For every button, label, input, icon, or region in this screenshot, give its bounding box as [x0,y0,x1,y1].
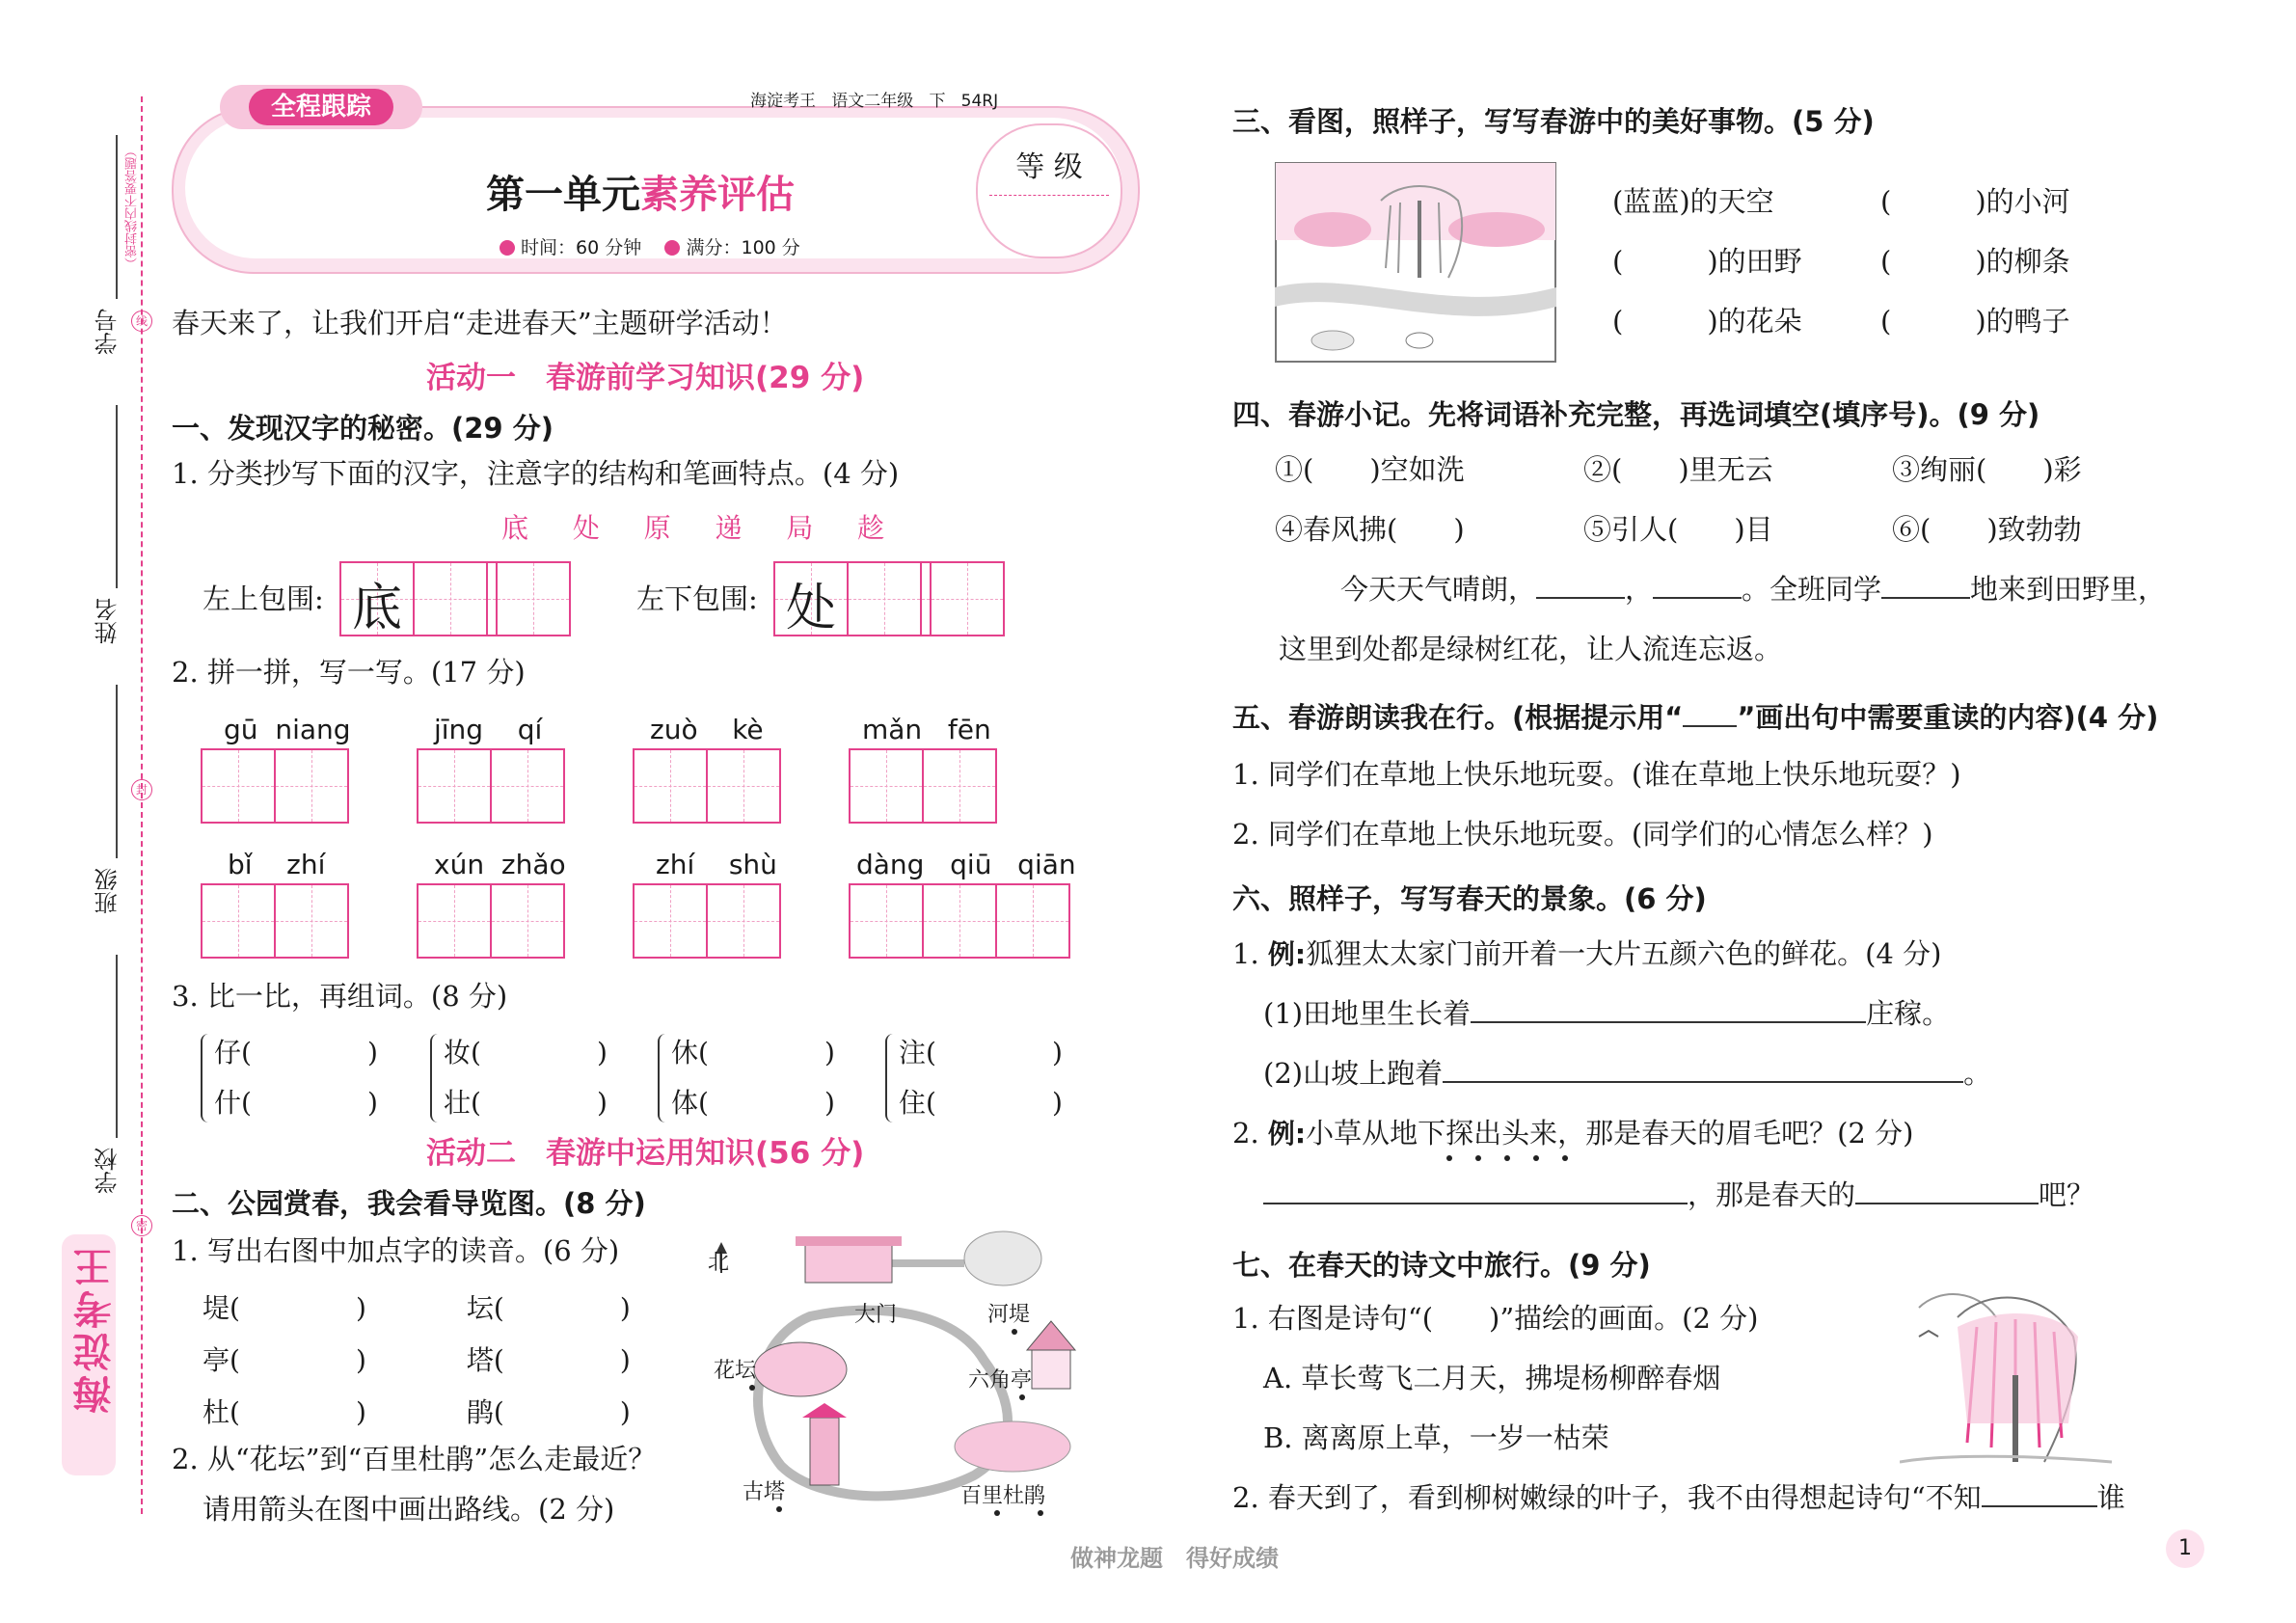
emphasis-dot [776,1506,782,1512]
pagoda-icon [810,1418,839,1485]
sentence-end: 庄稼。 [1866,997,1951,1030]
sidebar-xingming-label: 姓名 [95,598,122,644]
char-item: 趁 [857,512,885,544]
emphasis-dot [1012,1329,1017,1335]
paren: ) [824,1037,835,1068]
emphasis-dot [1533,1155,1539,1161]
paren: ) [619,1292,631,1324]
paren: ) [1051,1037,1063,1068]
footer-slogan: 做神龙题 得好成绩 [1070,1544,1279,1572]
pinyin-label [434,849,566,880]
sidebar-xuehao-label: 学号 [95,309,122,355]
reading-item: 鹃( [466,1396,504,1428]
reading-item: 亭( [203,1344,240,1376]
compare-brace [885,1034,897,1123]
paren: ) [596,1037,608,1068]
pinyin-syllable: fēn [947,714,991,745]
header-badge: 全程跟踪 [249,89,393,125]
sidebar-seal-mi [131,1215,152,1236]
answer-cell[interactable] [274,748,349,824]
sidebar-banji-label: 班级 [95,868,122,914]
exam-info [500,233,800,259]
section-five-title-text: ”画出句中需要重读的内容)(4 分) [1737,701,2159,734]
pinyin-syllable: jīng [434,714,484,745]
pinyin-syllable: zuò [650,714,698,745]
pinyin-syllable: mǎn [862,714,923,745]
char-list [501,507,884,546]
section-one-title: 一、发现汉字的秘密。(29 分) [172,412,554,445]
q6-2-text [1232,1117,1913,1150]
reading-item: 坛( [466,1292,504,1324]
section-two-title: 二、公园赏春，我会看导览图。(8 分) [172,1187,646,1220]
emphasis-dot [1446,1155,1452,1161]
q1-1-text: 1. 分类抄写下面的汉字，注意字的结构和笔画特点。(4 分) [172,457,900,490]
pinyin-label [650,714,764,745]
section-three-title-text: 三、看图，照样子，写写春游中的美好事物。(5 分) [1232,105,1875,138]
q6-1-text [1232,937,1941,971]
emphasis-dot [1562,1155,1568,1161]
describe-item[interactable]: ( )的小河 [1880,185,2070,218]
intro-text: 春天来了，让我们开启“走进春天”主题研学活动！ [172,307,788,339]
paren: ) [366,1037,378,1068]
fill-blank[interactable] [1536,574,1625,599]
grade-label: 等 级 [1015,150,1083,184]
pinyin-syllable: zhǎo [500,849,566,880]
fill-blank[interactable] [1263,1179,1688,1204]
q-number: 1. [1232,937,1268,970]
paren: ) [619,1396,631,1428]
writing-cell [773,561,849,636]
example-label: 例: [1267,1118,1307,1150]
section-four-title: 四、春游小记。先将词语补充完整，再选词填空(填序号)。(9 分) [1232,398,2040,431]
compare-brace [201,1034,212,1123]
q6-2-answer [1263,1178,2094,1212]
question-text: 2. 春天到了，看到柳树嫩绿的叶子，我不由得想起诗句“不知 [1232,1481,1982,1514]
series-name: 海淀考王 [750,92,816,111]
map-path [758,1311,1008,1497]
grade-divider [989,195,1109,196]
describe-item: (蓝蓝)的天空 [1612,185,1774,218]
pinyin-syllable: gū [224,714,258,745]
reading-item: 杜( [203,1396,240,1428]
compare-char: 什( [214,1087,252,1119]
activity-two-heading: 活动二 春游中运用知识(56 分) [426,1136,865,1171]
pinyin-syllable: kè [732,714,764,745]
option-b[interactable]: B. 离离原上草，一岁一枯荣 [1263,1421,1609,1454]
map-label-pavilion: 六角亭 [968,1368,1033,1393]
paren: ) [1051,1087,1063,1119]
category-label-a: 左上包围: [203,582,324,615]
paren: ) [596,1087,608,1119]
answer-cell[interactable] [706,748,781,824]
emphasis-dot [994,1510,1000,1516]
fill-paragraph-line1 [1340,573,2166,607]
full-score: 满分：100 分 [686,237,800,258]
clock-icon [500,240,515,256]
question-text: 谁 [2096,1481,2125,1514]
paren: ) [355,1344,366,1376]
seal-text: 封 [135,783,148,797]
example-label: 例: [1267,938,1307,970]
xuehao-field[interactable] [116,135,118,299]
sentence-end: 。 [1963,1057,1992,1090]
idiom-item[interactable]: ①( )空如洗 [1275,453,1465,486]
seal-text: 线 [135,314,148,328]
emphasis-dot [1504,1155,1510,1161]
compare-char: 仔( [214,1037,252,1068]
spring-scene-image [1275,162,1556,363]
paren: ) [355,1292,366,1324]
char-item: 递 [715,512,743,544]
writing-cell[interactable] [930,561,1005,636]
compare-char: 注( [899,1037,936,1068]
q5-2-text[interactable]: 2. 同学们在草地上快乐地玩耍。(同学们的心情怎么样？) [1232,818,1933,851]
sidebar-xuexiao-label: 学校 [95,1148,122,1194]
gate-icon [805,1244,892,1283]
banji-field[interactable] [116,685,118,858]
activity-one-heading: 活动一 春游前学习知识(29 分) [426,361,865,395]
writing-cell[interactable] [413,561,488,636]
gate-roof [796,1236,902,1246]
q2-2-text: 2. 从“花坛”到“百里杜鹃”怎么走最近？ [172,1443,657,1475]
grade-box[interactable] [976,123,1122,258]
writing-cell[interactable] [847,561,922,636]
idiom-item[interactable]: ③绚丽( )彩 [1892,453,2082,486]
writing-cell[interactable] [496,561,571,636]
pinyin-syllable: qiān [1017,849,1076,880]
sentence-mid: ，那是春天的 [1688,1178,1856,1211]
answer-cell[interactable] [201,748,276,824]
compare-group [430,1028,608,1128]
flowerbed-icon [754,1342,847,1396]
compare-char: 壮( [444,1087,481,1119]
emphasis-dot [749,1385,755,1391]
pinyin-syllable: dàng [856,849,925,880]
answer-cell[interactable] [849,883,924,959]
fill-paragraph-line2: 这里到处都是绿树红花，让人流连忘返。 [1279,633,1783,665]
idiom-item[interactable]: ⑤引人( )目 [1583,513,1773,546]
reading-item: 塔( [466,1344,504,1376]
compare-brace [658,1034,669,1123]
emphasis-dot [1038,1510,1043,1516]
willow-poem-image [1900,1279,2112,1470]
pavilion-body [1032,1350,1070,1389]
pagoda-roof [802,1403,847,1418]
page-title-plain: 第一单元 [486,173,640,217]
option-a[interactable]: A. 草长莺飞二月天，拂堤杨柳醉春烟 [1263,1362,1721,1394]
page-number: 1 [2166,1529,2204,1568]
example-text: 小草从地下探出头来，那是春天的眉毛吧？(2 分) [1306,1117,1914,1150]
q-number: 2. [1232,1117,1268,1150]
answer-cell[interactable] [490,883,565,959]
paren: ) [824,1087,835,1119]
sample-char: 底 [351,580,402,637]
xingming-field[interactable] [116,405,118,588]
map-label-pagoda: 古塔 [743,1480,786,1504]
pinyin-syllable: shù [728,849,777,880]
fill-blank[interactable] [1881,574,1970,599]
describe-item[interactable]: ( )的鸭子 [1880,305,2070,338]
emphasis-dot [1475,1155,1481,1161]
section-five-title-text: 五、春游朗读我在行。(根据提示用“ [1232,701,1684,734]
emphasis-dot [1019,1394,1025,1400]
q1-2-text: 2. 拼一拼，写一写。(17 分) [172,656,526,689]
answer-cell[interactable] [922,883,997,959]
q1-3-text: 3. 比一比，再组词。(8 分) [172,980,508,1013]
sample-char: 处 [785,580,836,637]
q6-1b-text [1263,1057,1991,1091]
compare-group [658,1028,835,1128]
pinyin-label [856,849,1076,880]
paragraph-text: 今天天气晴朗， [1340,573,1537,606]
page-title-accent: 素养评估 [640,173,795,217]
answer-cell[interactable] [417,748,492,824]
section-five-title [1232,696,2158,736]
sentence-start: (2)山坡上跑着 [1263,1057,1444,1090]
pinyin-label [656,849,777,880]
pinyin-label [228,849,325,880]
describe-item[interactable]: ( )的柳条 [1880,245,2070,278]
map-label-flowerbed: 花坛 [714,1359,757,1383]
paragraph-text: ， [1625,573,1654,606]
map-label-azalea: 百里杜鹃 [960,1484,1046,1508]
sidebar-seal-xian [131,311,152,332]
pinyin-syllable: zhí [286,849,326,880]
section-six-title: 六、照样子，写写春天的景象。(6 分) [1232,882,1707,915]
answer-cell[interactable] [417,883,492,959]
compare-brace [430,1034,442,1123]
paren: ) [619,1344,631,1376]
paren: ) [355,1396,366,1428]
pinyin-syllable: bǐ [228,849,253,880]
compare-group [201,1028,378,1128]
section-three-title [1232,100,1875,140]
seal-text: 密 [135,1219,148,1232]
fill-blank[interactable] [1471,998,1866,1023]
pinyin-syllable: qí [517,714,543,745]
idiom-item[interactable]: ④春风拂( ) [1275,513,1465,546]
answer-cell[interactable] [490,748,565,824]
compare-group [885,1028,1063,1128]
compare-char: 住( [899,1087,936,1119]
q5-1-text[interactable]: 1. 同学们在草地上快乐地玩耍。(谁在草地上快乐地玩耍？) [1232,758,1961,791]
fill-blank[interactable] [1855,1179,2039,1204]
compare-char: 体( [671,1087,709,1119]
answer-cell[interactable] [849,748,924,824]
describe-item[interactable]: ( )的田野 [1612,245,1802,278]
sentence-end: 吧？ [2039,1178,2095,1211]
pinyin-label [862,714,991,745]
azalea-icon [955,1421,1070,1472]
idiom-item[interactable]: ⑥( )致勃勃 [1892,513,2082,546]
section-seven-title: 七、在春天的诗文中旅行。(9 分) [1232,1249,1651,1282]
char-item: 局 [786,512,814,544]
answer-cell[interactable] [633,748,708,824]
pinyin-label [224,714,351,745]
paragraph-text: 。全班同学 [1742,573,1882,606]
char-item: 原 [643,512,671,544]
brand-text: 海淀考王 [73,1244,118,1414]
q2-1-text: 1. 写出右图中加点字的读音。(6 分) [172,1234,620,1267]
pinyin-syllable: niang [275,714,351,745]
term-name: 下 [929,92,946,111]
map-label-north: 北 [708,1251,730,1275]
willow-icon [964,1231,1041,1285]
header-meta [750,87,998,111]
answer-cell[interactable] [633,883,708,959]
paren: ) [366,1087,378,1119]
pinyin-syllable: zhí [656,849,695,880]
subject-name: 语文二年级 [831,92,914,111]
paragraph-text: 地来到田野里， [1970,573,2167,606]
q6-1a-text [1263,997,1950,1031]
idiom-item[interactable]: ②( )里无云 [1583,453,1773,486]
check-icon [664,240,680,256]
pinyin-syllable: qiū [950,849,992,880]
compare-char: 休( [671,1037,709,1068]
pinyin-syllable: xún [434,849,485,880]
sentence-start: (1)田地里生长着 [1263,997,1472,1030]
answer-cell[interactable] [706,883,781,959]
pavilion-icon [1027,1321,1075,1350]
writing-cell [339,561,415,636]
edition-code: 54RJ [960,92,999,111]
answer-cell[interactable] [201,883,276,959]
sidebar-note: （密封线内不要答题） [125,145,140,270]
binding-dash-line [141,96,143,1514]
reading-grid [203,1283,631,1439]
map-label-gate: 大门 [854,1303,898,1327]
q2-2-instruction: 请用箭头在图中画出路线。(2 分) [203,1493,615,1526]
pinyin-label [434,714,542,745]
fill-blank[interactable] [1443,1058,1963,1083]
time-limit: 时间：60 分钟 [521,237,642,258]
map-label-dike: 河堤 [987,1303,1031,1327]
sidebar-seal-feng [131,779,152,800]
answer-cell[interactable] [995,883,1070,959]
q7-1-text[interactable]: 1. 右图是诗句“( )”描绘的画面。(2 分) [1232,1302,1759,1335]
fill-blank[interactable] [1653,574,1742,599]
xuexiao-field[interactable] [116,955,118,1138]
fill-blank[interactable] [1982,1482,2097,1507]
underline-sample [1683,704,1737,727]
page-title [486,164,795,219]
compare-char: 妆( [444,1037,481,1068]
answer-cell[interactable] [274,883,349,959]
example-text: 狐狸太太家门前开着一大片五颜六色的鲜花。(4 分) [1306,937,1942,970]
answer-cell[interactable] [922,748,997,824]
char-item: 底 [501,512,529,544]
char-item: 处 [572,512,600,544]
describe-item[interactable]: ( )的花朵 [1612,305,1802,338]
q7-2-text [1232,1481,2125,1515]
brand-logo [62,1234,116,1475]
category-label-b: 左下包围: [636,582,758,615]
reading-item: 堤( [203,1292,240,1324]
